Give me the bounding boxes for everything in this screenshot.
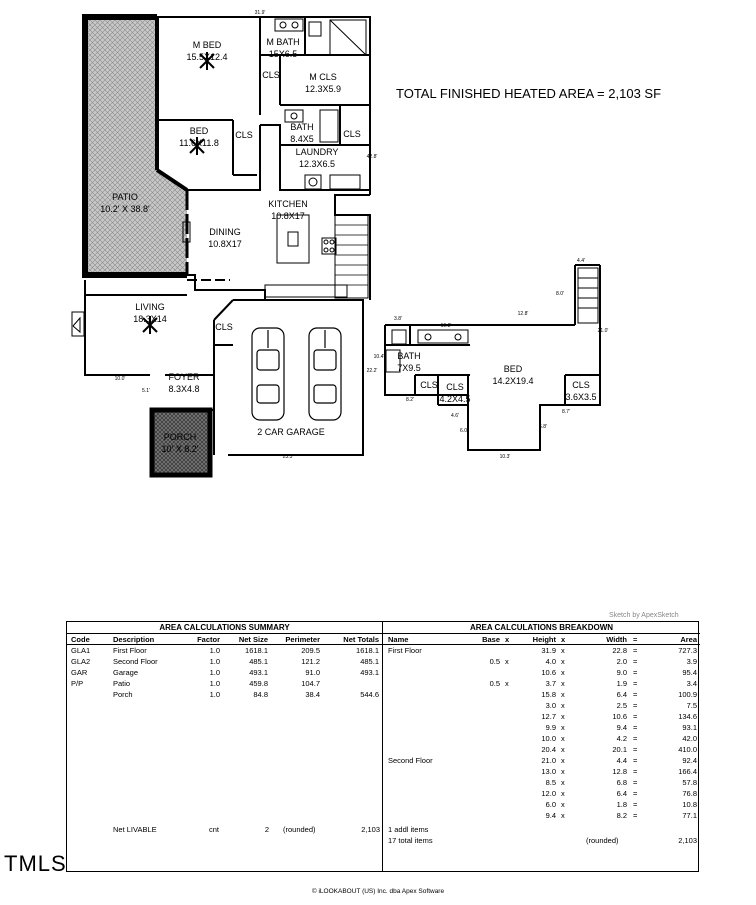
breakdown-x: x — [561, 701, 565, 710]
breakdown-equals: = — [633, 789, 638, 798]
breakdown-width: 12.8 — [612, 767, 627, 776]
dimension-label: 31.9' — [254, 10, 266, 16]
breakdown-equals: = — [633, 679, 638, 688]
room-size: 11.6X11.8 — [179, 138, 219, 148]
dimension-label: 12.8' — [517, 311, 529, 317]
breakdown-area: 57.8 — [682, 778, 697, 787]
net-livable-count: 2 — [264, 825, 269, 834]
room-size: 15.5X12.4 — [186, 52, 228, 62]
dimension-label: 6.8' — [539, 424, 547, 430]
breakdown-base: 0.5 — [489, 679, 500, 688]
dimension-label: 4.6' — [451, 413, 459, 419]
breakdown-row — [383, 755, 700, 766]
room-size: 15X6.5 — [268, 49, 298, 59]
breakdown-area: 134.6 — [678, 712, 697, 721]
room-name: BATH — [397, 351, 421, 361]
breakdown-height: 10.6 — [541, 668, 556, 677]
dimension-label: 8.2' — [406, 397, 414, 403]
breakdown-equals: = — [633, 657, 638, 666]
breakdown-row — [383, 733, 700, 744]
breakdown-title: AREA CALCULATIONS BREAKDOWN — [383, 622, 700, 634]
dimension-label: 8.0' — [556, 291, 564, 297]
breakdown-width: 8.2 — [616, 811, 627, 820]
breakdown-x: x — [561, 789, 565, 798]
summary-header-code: Code — [71, 635, 90, 644]
summary-description: Second Floor — [113, 657, 158, 666]
breakdown-equals: = — [633, 701, 638, 710]
summary-perimeter: 91.0 — [305, 668, 320, 677]
summary-code: GLA2 — [71, 657, 91, 666]
breakdown-equals: = — [633, 756, 638, 765]
breakdown-x: x — [561, 800, 565, 809]
breakdown-x: x — [561, 767, 565, 776]
breakdown-name: First Floor — [388, 646, 422, 655]
room-size: 12.3X6.5 — [298, 159, 336, 169]
area-summary-table — [67, 622, 383, 871]
room-name: CLS — [235, 130, 253, 140]
breakdown-x: x — [505, 679, 509, 688]
breakdown-x: x — [561, 756, 565, 765]
summary-header-perimeter: Perimeter — [285, 635, 320, 644]
breakdown-x: x — [561, 679, 565, 688]
breakdown-row — [383, 766, 700, 777]
net-livable-label: Net LIVABLE — [113, 825, 157, 834]
breakdown-equals: = — [633, 668, 638, 677]
breakdown-row — [383, 744, 700, 755]
breakdown-footer — [383, 824, 700, 848]
summary-rows — [67, 645, 382, 700]
breakdown-header-base: Base — [482, 635, 500, 644]
breakdown-area: 95.4 — [682, 668, 697, 677]
net-livable-row — [67, 824, 383, 835]
room-name: KITCHEN — [268, 199, 308, 209]
room-name: CLS — [420, 380, 438, 390]
breakdown-equals: = — [633, 800, 638, 809]
dimension-label: 10.3' — [499, 454, 511, 460]
summary-description: Garage — [113, 668, 139, 677]
total-items: 17 total items — [388, 836, 433, 845]
breakdown-area: 92.4 — [682, 756, 697, 765]
room-size: 18.3X14 — [133, 314, 167, 324]
breakdown-equals: = — [633, 712, 638, 721]
breakdown-area: 76.8 — [682, 789, 697, 798]
breakdown-height: 10.0 — [541, 734, 556, 743]
summary-row — [67, 645, 382, 656]
room-size: 10' X 8.2' — [161, 444, 199, 454]
dimension-label: 4.4' — [577, 258, 585, 264]
breakdown-equals: = — [633, 745, 638, 754]
summary-perimeter: 38.4 — [305, 690, 320, 699]
summary-factor: 1.0 — [209, 668, 220, 677]
summary-perimeter: 121.2 — [301, 657, 320, 666]
breakdown-height: 4.0 — [545, 657, 556, 666]
room-size: 10.8X17 — [271, 211, 305, 221]
breakdown-row — [383, 656, 700, 667]
net-livable-rounded: (rounded) — [283, 825, 316, 834]
room-size: 8.4X5 — [290, 134, 314, 144]
breakdown-header-name: Name — [388, 635, 409, 644]
summary-net-total: 544.6 — [360, 690, 379, 699]
room-name: CLS — [215, 322, 233, 332]
summary-row — [67, 656, 382, 667]
room-name: M CLS — [309, 72, 337, 82]
dimension-label: 10.8' — [440, 323, 452, 329]
breakdown-header-height: Height — [532, 635, 556, 644]
room-size: 10.8X17 — [208, 239, 242, 249]
summary-net-total: 1618.1 — [356, 646, 379, 655]
porch-area — [152, 410, 210, 475]
room-name: BATH — [290, 122, 314, 132]
breakdown-equals: = — [633, 734, 638, 743]
summary-description: Porch — [113, 690, 133, 699]
breakdown-height: 9.9 — [545, 723, 556, 732]
breakdown-header-x1: x — [505, 635, 510, 644]
breakdown-area: 3.4 — [686, 679, 697, 688]
sketch-credit: Sketch by ApexSketch — [609, 612, 679, 619]
dimension-label: 21.0' — [597, 328, 609, 334]
breakdown-header — [383, 634, 700, 645]
dimension-label: 5.1' — [142, 388, 150, 394]
breakdown-equals: = — [633, 690, 638, 699]
breakdown-equals: = — [633, 646, 638, 655]
breakdown-area: 93.1 — [682, 723, 697, 732]
room-name: CLS — [572, 380, 590, 390]
summary-factor: 1.0 — [209, 679, 220, 688]
dimension-label: 6.0' — [460, 428, 468, 434]
summary-net-size: 485.1 — [249, 657, 268, 666]
breakdown-header-width: Width — [606, 635, 627, 644]
breakdown-width: 2.5 — [616, 701, 627, 710]
net-livable-total: 2,103 — [361, 825, 380, 834]
summary-net-size: 1618.1 — [245, 646, 268, 655]
breakdown-area: 100.9 — [678, 690, 697, 699]
breakdown-width: 4.4 — [616, 756, 627, 765]
room-size: 8.3X4.8 — [168, 384, 200, 394]
summary-header-net-totals: Net Totals — [343, 635, 379, 644]
breakdown-height: 9.4 — [545, 811, 556, 820]
summary-net-total: 493.1 — [360, 668, 379, 677]
breakdown-area: 77.1 — [682, 811, 697, 820]
breakdown-height: 3.7 — [545, 679, 556, 688]
breakdown-row — [383, 788, 700, 799]
breakdown-row — [383, 711, 700, 722]
breakdown-width: 6.4 — [616, 789, 627, 798]
breakdown-height: 31.9 — [541, 646, 556, 655]
patio-area — [85, 17, 187, 275]
breakdown-rounded: (rounded) — [586, 836, 619, 845]
summary-net-size: 84.8 — [253, 690, 268, 699]
summary-title: AREA CALCULATIONS SUMMARY — [67, 622, 382, 634]
breakdown-row — [383, 667, 700, 678]
breakdown-row — [383, 700, 700, 711]
dimension-label: 23.3' — [282, 454, 294, 460]
room-size: 3.6X3.5 — [565, 392, 597, 402]
summary-factor: 1.0 — [209, 690, 220, 699]
area-breakdown-table — [383, 622, 700, 871]
breakdown-width: 22.8 — [612, 646, 627, 655]
breakdown-name: Second Floor — [388, 756, 433, 765]
breakdown-width: 1.9 — [616, 679, 627, 688]
dimension-label: 10.0' — [114, 376, 126, 382]
dimension-label: 10.4' — [373, 354, 385, 360]
room-name: DINING — [209, 227, 241, 237]
breakdown-area: 10.8 — [682, 800, 697, 809]
breakdown-height: 6.0 — [545, 800, 556, 809]
room-name: PORCH — [163, 432, 197, 442]
room-name: M BATH — [266, 37, 300, 47]
breakdown-height: 12.0 — [541, 789, 556, 798]
breakdown-width: 20.1 — [612, 745, 627, 754]
dimension-label: 42.8' — [366, 154, 378, 160]
dimension-label: 8.7' — [562, 409, 570, 415]
summary-header — [67, 634, 382, 645]
summary-perimeter: 104.7 — [301, 679, 320, 688]
summary-factor: 1.0 — [209, 646, 220, 655]
breakdown-header-area: Area — [680, 635, 697, 644]
tmls-logo: TMLS — [4, 851, 67, 876]
room-size: 10.2' X 38.8' — [100, 204, 150, 214]
room-size: 4.2X4.5 — [439, 394, 471, 404]
breakdown-width: 9.0 — [616, 668, 627, 677]
breakdown-row — [383, 645, 700, 656]
breakdown-rows — [383, 645, 700, 821]
room-size: 14.2X19.4 — [492, 376, 534, 386]
breakdown-x: x — [561, 723, 565, 732]
breakdown-x: x — [561, 811, 565, 820]
room-name: LAUNDRY — [295, 147, 339, 157]
total-heated-area: TOTAL FINISHED HEATED AREA = 2,103 SF — [396, 86, 662, 101]
summary-perimeter: 209.5 — [301, 646, 320, 655]
breakdown-base: 0.5 — [489, 657, 500, 666]
room-name: CLS — [262, 70, 280, 80]
breakdown-x: x — [561, 745, 565, 754]
room-name: LIVING — [135, 302, 165, 312]
room-name: FOYER — [168, 372, 200, 382]
summary-description: Patio — [113, 679, 131, 688]
summary-net-total: 485.1 — [360, 657, 379, 666]
breakdown-equals: = — [633, 778, 638, 787]
breakdown-height: 13.0 — [541, 767, 556, 776]
breakdown-row — [383, 689, 700, 700]
breakdown-width: 1.8 — [616, 800, 627, 809]
room-name: BED — [503, 364, 523, 374]
breakdown-width: 10.6 — [612, 712, 627, 721]
breakdown-width: 6.8 — [616, 778, 627, 787]
dimension-label: 22.2' — [366, 368, 378, 374]
room-name: PATIO — [112, 192, 138, 202]
breakdown-width: 2.0 — [616, 657, 627, 666]
net-livable-unit: cnt — [209, 825, 220, 834]
breakdown-width: 4.2 — [616, 734, 627, 743]
breakdown-x: x — [561, 778, 565, 787]
breakdown-x: x — [561, 646, 565, 655]
summary-description: First Floor — [113, 646, 147, 655]
breakdown-height: 21.0 — [541, 756, 556, 765]
breakdown-equals: = — [633, 811, 638, 820]
breakdown-area: 410.0 — [678, 745, 697, 754]
breakdown-width: 6.4 — [616, 690, 627, 699]
dimension-label: 3.8' — [394, 316, 402, 322]
summary-code: GAR — [71, 668, 88, 677]
breakdown-x: x — [561, 712, 565, 721]
breakdown-row — [383, 777, 700, 788]
breakdown-x: x — [561, 690, 565, 699]
breakdown-height: 12.7 — [541, 712, 556, 721]
breakdown-x: x — [561, 657, 565, 666]
summary-header-net-size: Net Size — [238, 635, 268, 644]
breakdown-row — [383, 678, 700, 689]
room-name: CLS — [343, 129, 361, 139]
breakdown-equals: = — [633, 767, 638, 776]
summary-row — [67, 689, 382, 700]
breakdown-equals: = — [633, 723, 638, 732]
breakdown-area: 3.9 — [686, 657, 697, 666]
summary-net-size: 459.8 — [249, 679, 268, 688]
stair-treads — [335, 225, 368, 285]
breakdown-x: x — [505, 657, 509, 666]
breakdown-area: 42.0 — [682, 734, 697, 743]
breakdown-header-equals: = — [633, 635, 638, 644]
room-size: 12.3X5.9 — [304, 84, 342, 94]
summary-header-factor: Factor — [197, 635, 220, 644]
breakdown-area: 727.3 — [678, 646, 697, 655]
summary-factor: 1.0 — [209, 657, 220, 666]
summary-code: GLA1 — [71, 646, 91, 655]
copyright-footer: © iLOOKABOUT (US) Inc. dba Apex Software — [311, 888, 445, 895]
addl-items: 1 addl items — [388, 825, 429, 834]
breakdown-height: 20.4 — [541, 745, 556, 754]
summary-net-size: 493.1 — [249, 668, 268, 677]
room-name: CLS — [446, 382, 464, 392]
summary-row — [67, 667, 382, 678]
breakdown-width: 9.4 — [616, 723, 627, 732]
breakdown-area: 7.5 — [686, 701, 697, 710]
car-icon — [252, 328, 341, 420]
breakdown-height: 3.0 — [545, 701, 556, 710]
summary-row — [67, 678, 382, 689]
breakdown-height: 15.8 — [541, 690, 556, 699]
room-size: 7X9.5 — [397, 363, 421, 373]
breakdown-row — [383, 799, 700, 810]
breakdown-row — [383, 810, 700, 821]
breakdown-height: 8.5 — [545, 778, 556, 787]
summary-header-description: Description — [113, 635, 155, 644]
summary-code: P/P — [71, 679, 84, 688]
breakdown-row — [383, 722, 700, 733]
breakdown-area: 166.4 — [678, 767, 697, 776]
room-name: M BED — [192, 40, 222, 50]
breakdown-x: x — [561, 668, 565, 677]
breakdown-total: 2,103 — [678, 836, 697, 845]
breakdown-x: x — [561, 734, 565, 743]
room-name: BED — [189, 126, 209, 136]
room-name: 2 CAR GARAGE — [257, 427, 325, 437]
area-calculation-tables — [66, 621, 699, 872]
breakdown-header-x2: x — [561, 635, 566, 644]
